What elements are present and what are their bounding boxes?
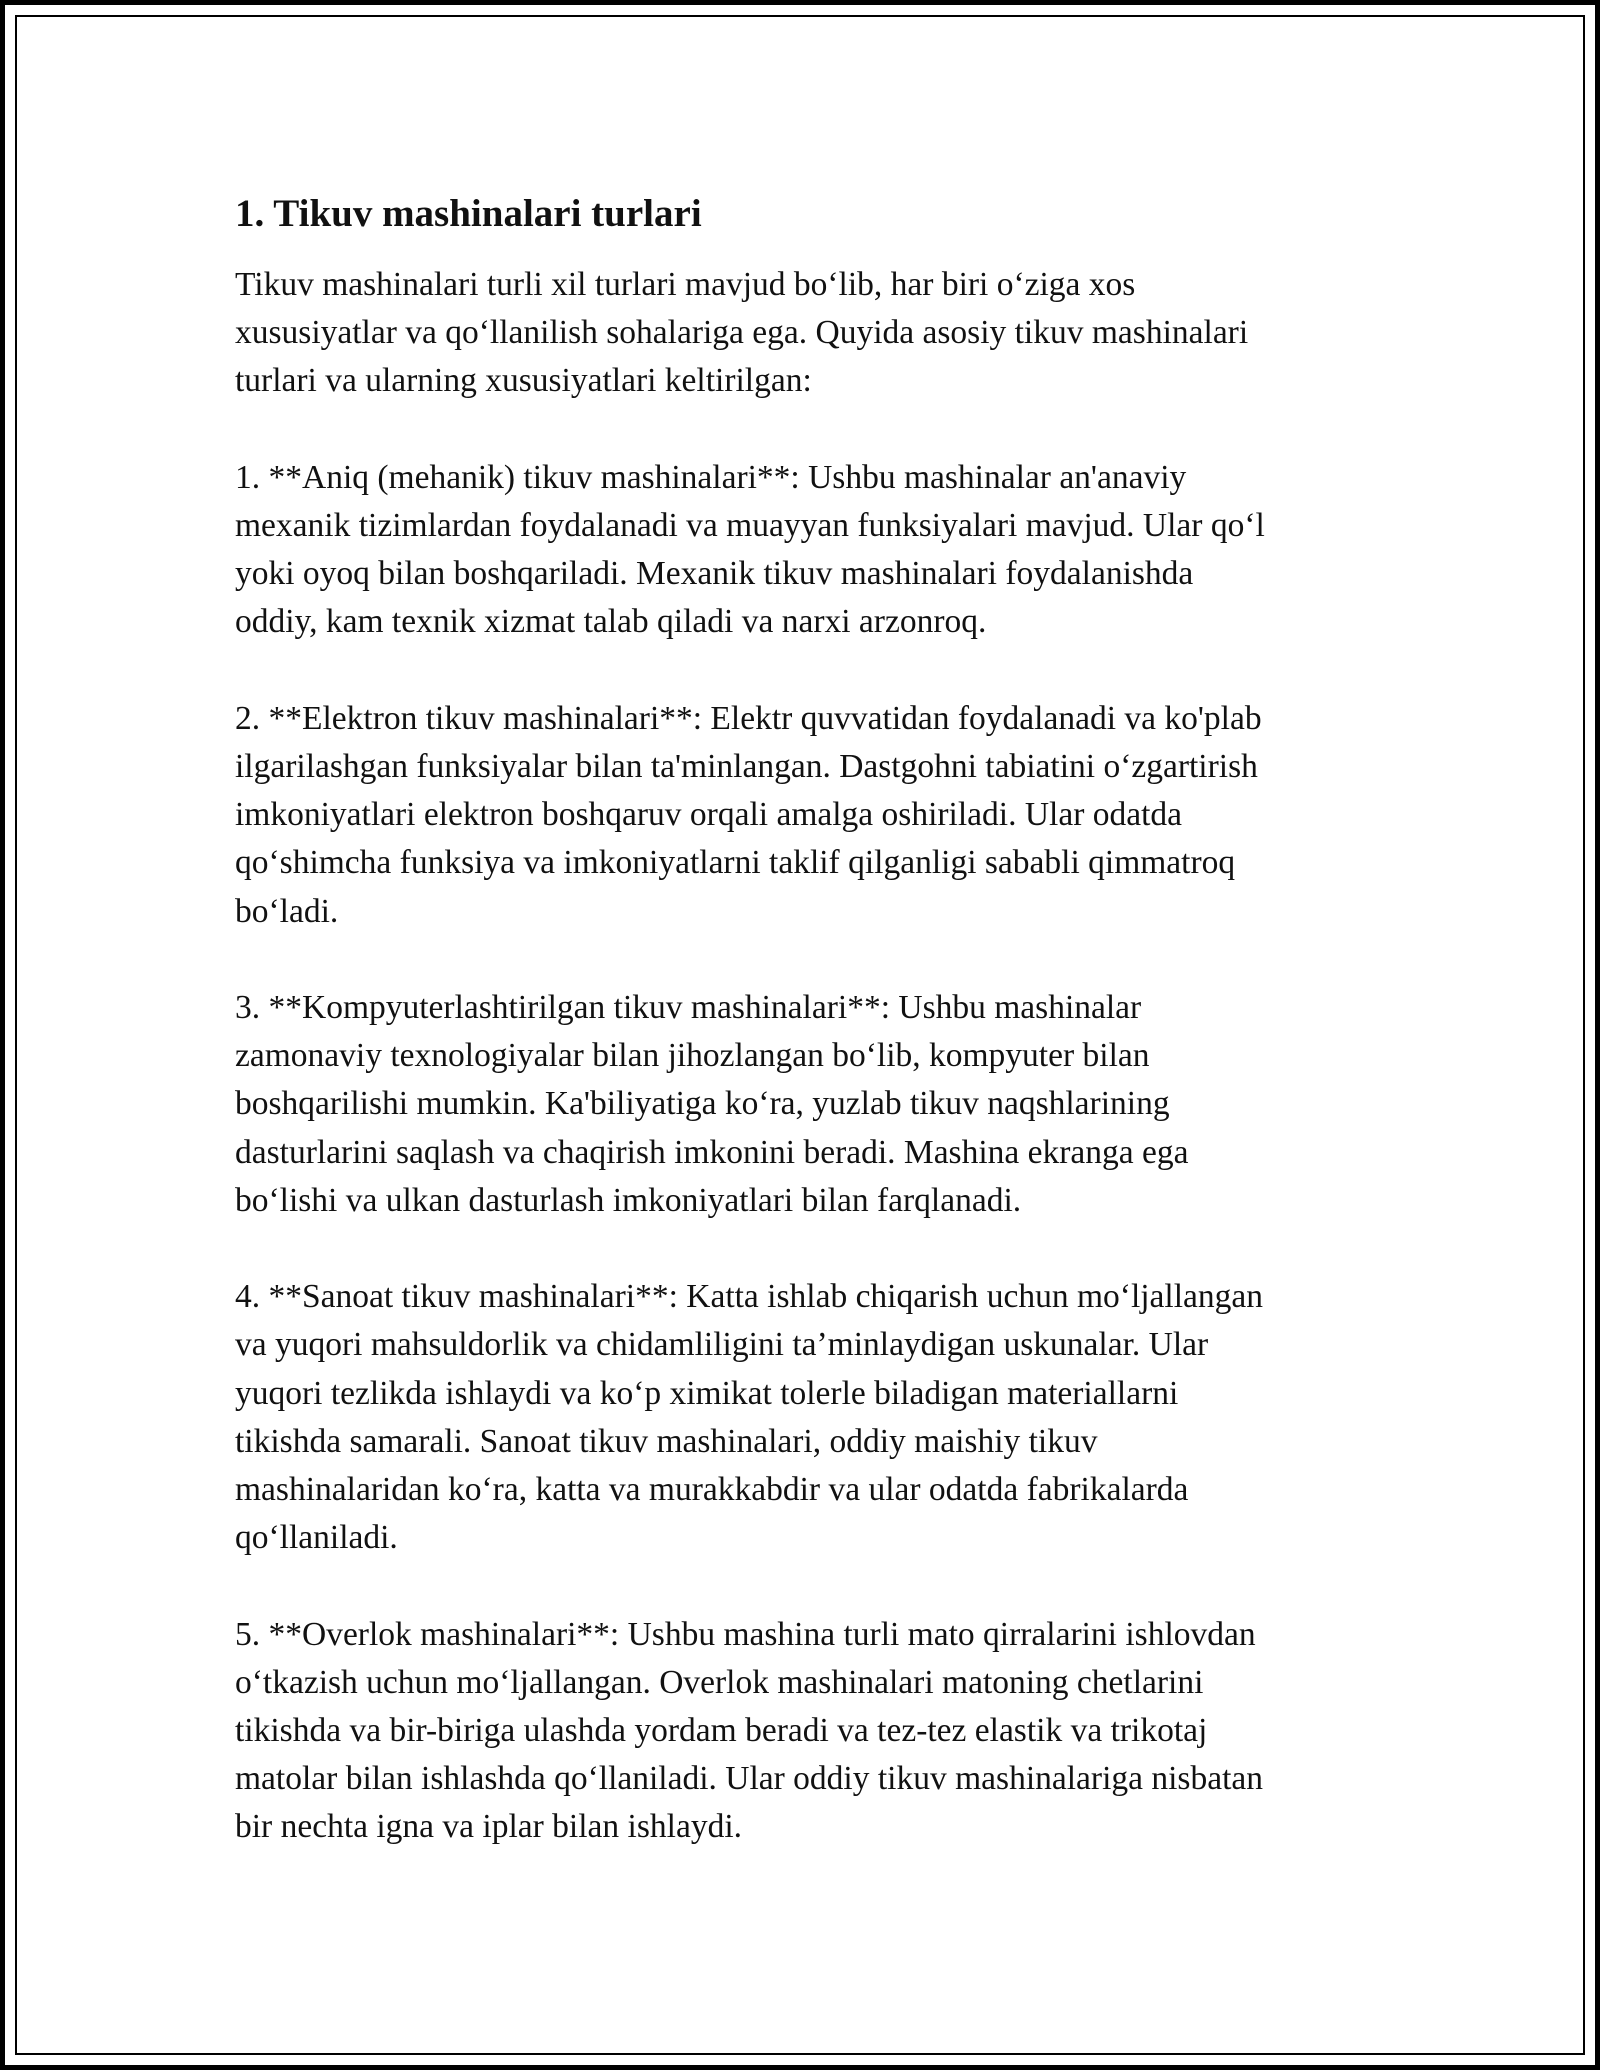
intro-paragraph: Tikuv mashinalari turli xil turlari mavjud bo‘lib, har biri o‘ziga xos xususiyatlar va qo‘llanilish sohalariga ega. Quyida asosiy tikuv mashinalari turlari va ularning xususiyatlari keltirilgan: xyxy=(235,266,1249,400)
list-item-overlock: 5. **Overlok mashinalari**: Ushbu mashina turli mato qirralarini ishlovdan o‘tkazish uchun mo‘ljallangan. Overlok mashinalari matoning chetlarini tikishda va bir-biriga ulashda yordam beradi va tez-tez elastik va trikotaj matolar bilan ishlashda qo‘llaniladi. Ular oddiy tikuv mashinalariga nisbatan bir nechta igna va iplar bilan ishlaydi. xyxy=(235,1615,1264,1846)
section-title: 1. Tikuv mashinalari turlari xyxy=(235,192,702,235)
document-body xyxy=(235,190,1365,1852)
list-item-mechanical: 1. **Aniq (mehanik) tikuv mashinalari**: Ushbu mashinalar an'anaviy mexanik tizimlardan foydalanadi va muayyan funksiyalari mavjud. Ular qo‘l yoki oyoq bilan boshqariladi. Mexanik tikuv mashinalari foydalanishda oddiy, kam texnik xizmat talab qiladi va narxi arzonroq. xyxy=(235,458,1265,641)
list-item-electronic: 2. **Elektron tikuv mashinalari**: Elektr quvvatidan foydalanadi va ko'plab ilgarilashgan funksiyalar bilan ta'minlangan. Dastgohni tabiatini o‘zgartirish imkoniyatlari elektron boshqaruv orqali amalga oshiriladi. Ular odatda qo‘shimcha funksiya va imkoniyatlarni taklif qilganligi sababli qimmatroq bo‘ladi. xyxy=(235,699,1262,930)
list-item-industrial: 4. **Sanoat tikuv mashinalari**: Katta ishlab chiqarish uchun mo‘ljallangan va yuqori mahsuldorlik va chidamliligini ta’minlaydigan uskunalar. Ular yuqori tezlikda ishlaydi va ko‘p ximikat tolerle biladigan materiallarni tikishda samarali. Sanoat tikuv mashinalari, oddiy maishiy tikuv mashinalaridan ko‘ra, katta va murakkabdir va ular odatda fabrikalarda qo‘llaniladi. xyxy=(235,1278,1264,1557)
list-item-computerized: 3. **Kompyuterlashtirilgan tikuv mashinalari**: Ushbu mashinalar zamonaviy texnologiyalar bilan jihozlangan bo‘lib, kompyuter bilan boshqarilishi mumkin. Ka'biliyatiga ko‘ra, yuzlab tikuv naqshlarining dasturlarini saqlash va chaqirish imkonini beradi. Mashina ekranga ega bo‘lishi va ulkan dasturlash imkoniyatlari bilan farqlanadi. xyxy=(235,989,1189,1219)
